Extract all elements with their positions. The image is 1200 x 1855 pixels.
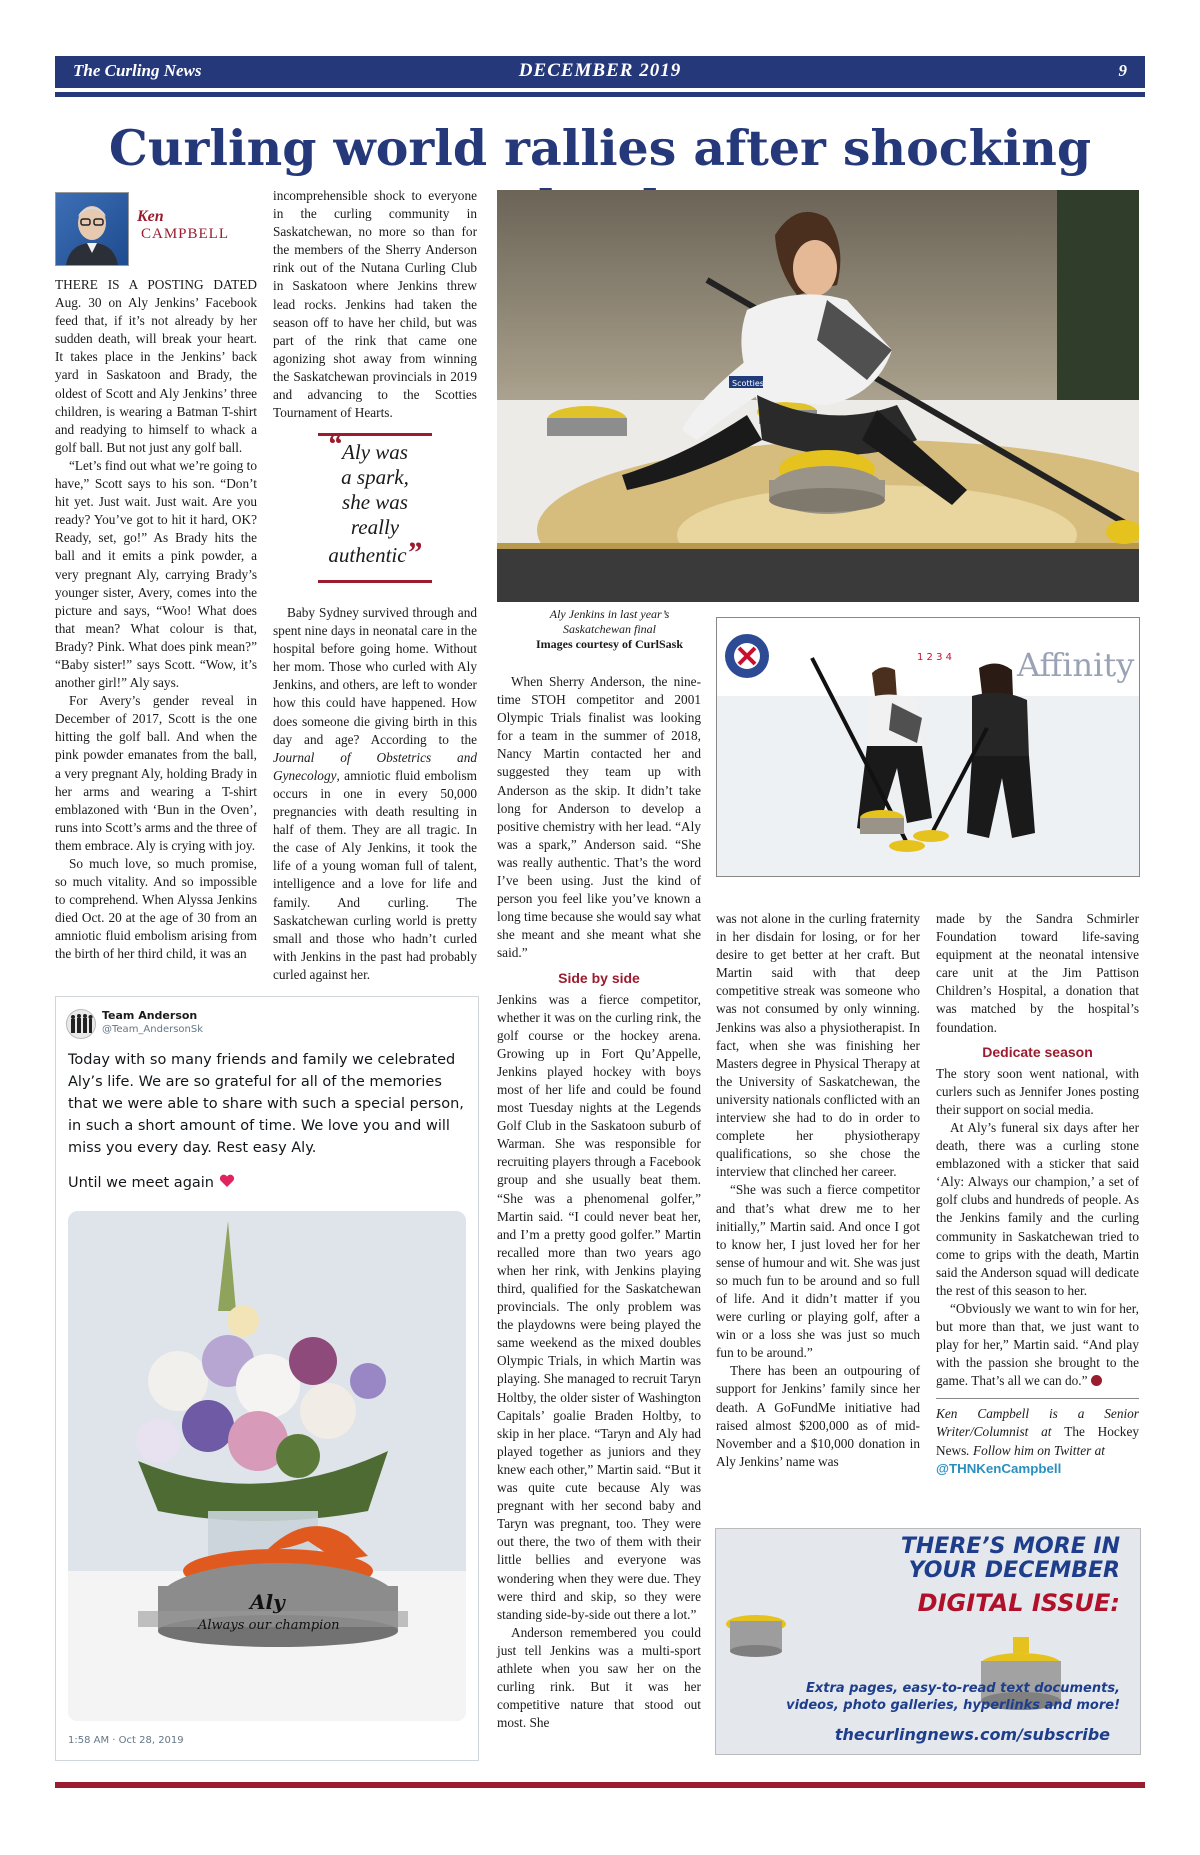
scotties-logo-text: Scotties: [732, 379, 764, 388]
tweet-text: Today with so many friends and family we celebrated Aly’s life. We are so grateful for all of the memories that we were able to share with such a special person, in such a short amount of time. We love you and will miss you every day. Rest easy Aly.: [68, 1052, 464, 1156]
pullquote-close-mark: ”: [406, 536, 422, 569]
scoreboard-text: 1 2 3 4: [917, 652, 952, 663]
memorial-photo-illustration: [68, 1211, 466, 1721]
article-column-2-top: [273, 187, 477, 422]
paragraph: “Let’s find out what we’re going to have,” Scott says to his son. “Don’t hit yet. Just wait. Just wait. Are you ready? You’ve got to hit it hard, OK? Ready, set, go!” As Brady hits the ball and it emits a pink powder, a very pregnant Aly, carrying Brady’s younger sister, Avery, comes into the picture and says, “Woo! What does that mean? What colour is that, Brady? Pink. What does pink mean?” “Baby sister!” says Scott. “Wow, it’s another girl!” Aly says.: [55, 457, 257, 691]
end-mark-icon: [1091, 1375, 1102, 1386]
tweet-avatar[interactable]: [66, 1009, 96, 1039]
headline: Curling world rallies after shocking: [108, 119, 1092, 177]
tweet-author-handle[interactable]: @Team_AndersonSk: [102, 1024, 204, 1035]
paragraph: Baby Sydney survived through and spent nine days in neonatal care in the hospital before going home. Without her mom. Those who curled with Aly Jenkins, and others, are left to wonder how this could have happened. How does someone die giving birth in this day and age? According to the Journal of Obstetrics and Gynecology, amniotic fluid embolism occurs in one in every 50,000 pregnancies with death resulting in half of them. They are all tragic. In the case of Aly Jenkins, it took the life of a young woman full of talent, intelligence and a love for life and family. And curling. The Saskatchewan curling world is pretty small and those who hadn’t curled with Jenkins in the past had probably curled against her.: [273, 605, 477, 982]
ad-headline-line3: DIGITAL ISSUE:: [917, 1589, 1120, 1617]
author-bio: Ken Campbell is a Senior Writer/Columnist at The Hockey News. Follow him on Twitter at @THNKenCampbell: [936, 1398, 1139, 1477]
author-twitter-link[interactable]: @THNKenCampbell: [936, 1460, 1062, 1476]
embedded-tweet: [55, 996, 479, 1761]
ad-subscribe-url[interactable]: thecurlingnews.com/subscribe: [834, 1725, 1110, 1744]
paragraph: “She was such a fierce competitor and that’s what drew me to her initially,” Martin said. And once I got to know her, I just loved her for her sense of humour and wit. She was just so much fun to be around and so full of life. And it didn’t matter if you were curling or playing golf, after a win or a loss she was just so much fun to be around.”: [716, 1182, 920, 1361]
article-column-1: [55, 276, 257, 964]
byline-first-name: Ken: [137, 208, 164, 225]
section-heading-side-by-side: Side by side: [558, 969, 640, 986]
journal-title: Journal of Obstetrics and Gynecology: [273, 749, 477, 783]
ad-headline-line1: THERE’S MORE IN: [900, 1534, 1120, 1559]
ad-headline-line2: YOUR DECEMBER: [908, 1558, 1120, 1583]
bottom-rule: [55, 1782, 1145, 1788]
paragraph: When Sherry Anderson, the nine-time STOH competitor and 2001 Olympic Trials finalist was looking for a team in the summer of 2018, Nancy Martin contacted her and suggested they team up with Anderson as the skip. It didn’t take long for Anderson to develop a positive chemistry with her lead. “Aly was a spark,” Anderson said. “She was really authentic. That’s the word I’ve been using. Just the kind of person you feel like you’ve known a long time because she would say what she meant and she meant what she said.”: [497, 674, 701, 961]
red-heart-icon: [219, 1174, 235, 1188]
paragraph: Jenkins was a fierce competitor, whether it was on the curling rink, the golf course or the hockey arena. Growing up in Fort Qu’Appelle, Jenkins played hockey with boys most of her life and could be found most Tuesday nights at the Legends Golf Club in the Saskatoon suburb of Warman. She was responsible for recruiting players through a Facebook group and she usually beat them. “She was a phenomenal golfer,” Martin said. “I could never beat her, and I’m a pretty good golfer.” Martin recalled more than two years ago when her rink, with Jenkins playing third, qualified for the Saskatchewan provincials. The only problem was the playdowns were being played the same weekend as the mixed doubles Olympic Trials, in which Martin was playing. She managed to recruit Taryn Holtby, the older sister of Washington Capitals’ goalie Braden Holtby, to skip in her place. “Taryn and Aly had played together as juniors and they knew each other,” Martin said. “But it was quite cute because Aly was pregnant with her second baby and Taryn was pregnant, too. They were out there, the two of them with their little bellies and everyone was wondering when they were due. They were third and skip, so they were standing side-by-side out there a lot.”: [497, 991, 701, 1622]
pullquote-line: really: [350, 515, 400, 539]
caption-line: Aly Jenkins in last year’s: [549, 607, 670, 621]
tweet-timestamp[interactable]: 1:58 AM · Oct 28, 2019: [68, 1735, 184, 1746]
paragraph: The story soon went national, with curlers such as Jennifer Jones posting their support on social media.: [936, 1065, 1139, 1117]
bio-publication: The Hockey News: [936, 1424, 1139, 1458]
tweet-photo-flowers-and-stone[interactable]: [68, 1211, 466, 1721]
pullquote-line: authentic”: [328, 536, 422, 569]
pullquote-rule-bottom: [318, 580, 432, 583]
curler-delivery-illustration: [497, 190, 1139, 602]
article-column-4: [716, 910, 920, 1471]
photo-caption: [497, 607, 722, 652]
paragraph: Anderson remembered you could just tell Jenkins was a multi-sport athlete when you saw her on the curling rink. But it was her competitive nature that stood out most. She: [497, 1624, 701, 1731]
paragraph: THERE IS A POSTING DATED Aug. 30 on Aly Jenkins’ Facebook feed that, if it’s not already by her sudden death, will break your heart. It takes place in the Jenkins’ back yard in Saskatoon and Brady, the oldest of Scott and Aly Jenkins’ three children, is wearing a Batman T-shirt and readying to himself to whack a golf ball. But not just any golf ball.: [55, 277, 257, 455]
caption-line: Saskatchewan final: [563, 622, 656, 636]
issue-date: DECEMBER 2019: [518, 60, 682, 81]
paragraph: So much love, so much promise, so much vitality. And so impossible to comprehend. When Alyssa Jenkins died Oct. 20 at the age of 30 from an amniotic fluid embolism arising from the birth of her third child, it was an: [55, 856, 257, 962]
pullquote-open-mark: “: [327, 428, 342, 461]
pullquote-line: she was: [342, 490, 408, 514]
affinity-sign: Affinity: [1017, 646, 1135, 684]
author-photo: [55, 192, 129, 266]
author-portrait-icon: [56, 193, 128, 265]
masthead-bar: [55, 56, 1145, 88]
byline-last-name: CAMPBELL: [141, 226, 230, 242]
subscribe-advertisement[interactable]: [715, 1528, 1141, 1755]
section-heading-dedicate-season: Dedicate season: [982, 1043, 1093, 1060]
paragraph: There has been an outpouring of support for Jenkins’ family since her death. A GoFundMe initiative had raised almost $200,000 as of mid-November and a $10,000 donation in Aly Jenkins’ name was: [716, 1363, 920, 1469]
photo-aly-jenkins-delivery: [497, 190, 1139, 602]
paragraph: “Obviously we want to win for her, but more than that, we just want to play for her,” Martin said. “And play with the passion she brought to the game. That’s all we can do.”: [936, 1300, 1139, 1389]
paragraph: was not alone in the curling fraternity in her disdain for losing, or for her desire to get better at her craft. But Martin said with that deep competitive streak was someone who was not consumed by only winning. Jenkins was also a physiotherapist. In fact, when she was finishing her Masters degree in Physical Therapy at the University of Saskatchewan, the university nationals conflicted with an interview she had to do in order to complete her physiotherapy qualifications, so she chose the interview that clinched her career.: [716, 911, 920, 1180]
publication-name: The Curling News: [73, 61, 202, 80]
article-column-5: [936, 910, 1139, 1478]
ad-body-line2: videos, photo galleries, hyperlinks and more!: [786, 1698, 1120, 1713]
page-number: 9: [1118, 61, 1127, 80]
paragraph: made by the Sandra Schmirler Foundation toward life-saving equipment at the neonatal intensive care unit at the Jim Pattison Children’s Hospital, a donation that was matched by the hospital’s foundation.: [936, 911, 1139, 1035]
pullquote-line: Aly was: [342, 440, 408, 464]
pullquote: [283, 428, 467, 569]
team-photo-icon: [67, 1010, 95, 1038]
tweet-text-closing: Until we meet again: [68, 1172, 235, 1194]
masthead-rule: [55, 92, 1145, 97]
ad-body-line1: Extra pages, easy-to-read text documents,: [805, 1681, 1120, 1696]
photo-sweepers: [716, 617, 1140, 877]
article-column-3: [497, 673, 701, 1732]
stone-sticker-name: Aly: [250, 1590, 285, 1614]
sweepers-illustration: [717, 618, 1139, 876]
pullquote-line: a spark,: [341, 465, 409, 489]
tweet-author-name[interactable]: Team Anderson: [102, 1009, 198, 1022]
paragraph: For Avery’s gender reveal in December of 2017, Scott is the one hitting the golf ball. And when the pink powder emanates from the ball, a very pregnant Aly, holding Brady in her arms and wearing a T-shirt emblazoned with ‘Bun in the Oven’, runs into Scott’s arms and the three of them embrace. Aly is crying with joy.: [55, 693, 257, 853]
article-column-2-bottom: [273, 604, 477, 984]
paragraph: incomprehensible shock to everyone in the curling community in Saskatchewan, no more so than for the members of the Sherry Anderson rink out of the Nutana Curling Club in Saskatoon where Jenkins threw lead rocks. Jenkins had taken the season off to have her child, but was part of the rink that came one agonizing shot away from winning the Saskatchewan provincials in 2019 and advancing to the Scotties Tournament of Hearts.: [273, 188, 477, 421]
paragraph: At Aly’s funeral six days after her death, there was a curling stone emblazoned with a sticker that said ‘Aly: Always our champion,’ a set of golf clubs and hundreds of people. As the Jenkins family and the curling community in Saskatchewan tried to come to grips with the death, Martin said the Anderson squad will dedicate the rest of this season to her.: [936, 1119, 1139, 1298]
photo-credit: Images courtesy of CurlSask: [536, 637, 683, 651]
stone-sticker-slogan: Always our champion: [198, 1618, 340, 1633]
